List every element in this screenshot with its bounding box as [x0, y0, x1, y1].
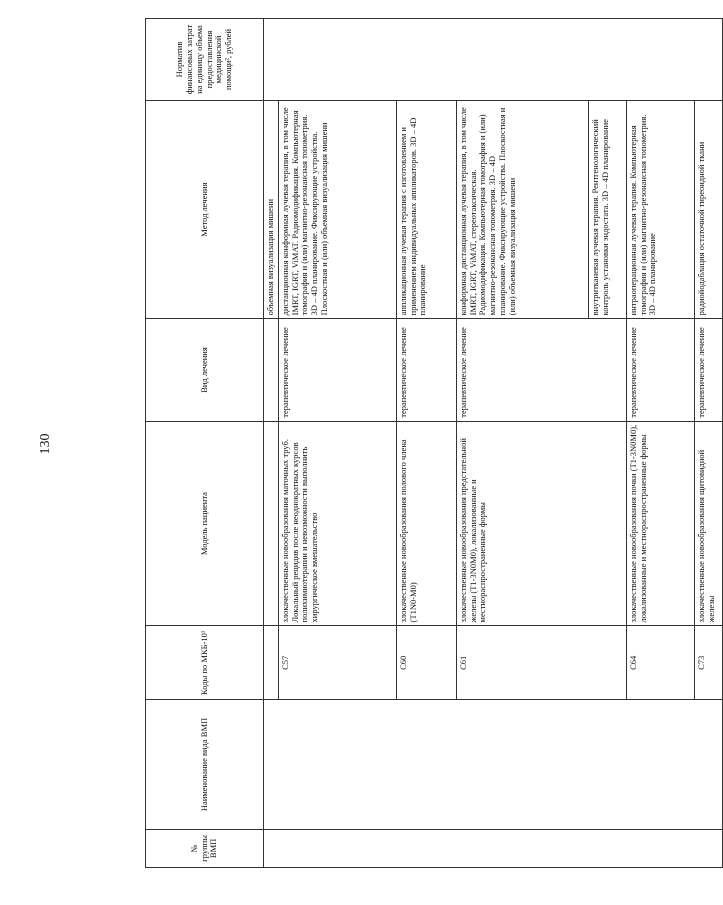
treatment-methods-table [145, 18, 723, 868]
cell-code: C61 [456, 626, 626, 700]
table-container [145, 18, 716, 868]
cell-model: злокачественные новообразования щитовидной железы [694, 421, 722, 626]
header-method: Метод лечения [146, 100, 264, 318]
cell-method: дистанционная конформная лучевая терапия, в том числе IMRT, IGRT, ViMAT. Радиомодификация. Компьютерная томография и (или) магнитно-резонансная топометрия. 3D – 4D планирование. Фиксирующие устройства. Плоскостная и (или) объемная визуализация мишени [278, 100, 396, 318]
header-name: Наименование вида ВМП [146, 700, 264, 830]
cell-code [264, 626, 279, 700]
cell-kind [264, 319, 279, 421]
cell-method: внутритканевая лучевая терапия. Рентгенологический контроль установки эндостата. 3D – 4D планирование [588, 100, 626, 318]
table-row [264, 19, 279, 868]
cell-method: конформная дистанционная лучевая терапия, в том числе IMRT, IGRT, ViMAT, стереотаксическая. Радиомодификация. Компьютерная томография и (или) магнитно-резонансная топометрия. 3D – 4D планирование. Фиксирующие устройства. Плоскостная и (или) объемная визуализация мишени [456, 100, 588, 318]
header-norm: Норматив финансовых затрат на единицу объема предоставления медицинской помощи², рублей [146, 19, 264, 101]
cell-name [264, 700, 723, 830]
cell-code: C64 [626, 626, 694, 700]
cell-kind: терапевтическое лечение [278, 319, 396, 421]
header-kind: Вид лечения [146, 319, 264, 421]
cell-model: злокачественные новообразования предстательной железы (T1-3N0M0), локализованные и местнораспространенные формы [456, 421, 626, 626]
cell-code: C57 [278, 626, 396, 700]
cell-method: интраоперационная лучевая терапия. Компьютерная томография и (или) магнитно-резонансная топометрия. 3D – 4D планирование [626, 100, 694, 318]
cell-code: C73 [694, 626, 722, 700]
cell-method: радиойодаблация остаточной тиреоидной ткани [694, 100, 722, 318]
header-model: Модель пациента [146, 421, 264, 626]
cell-group [264, 829, 723, 867]
cell-kind: терапевтическое лечение [456, 319, 626, 421]
cell-kind: терапевтическое лечение [626, 319, 694, 421]
table-header-row [146, 19, 264, 868]
cell-model: злокачественные новообразования полового члена (T1N0-M0) [396, 421, 456, 626]
page-number: 130 [38, 433, 53, 455]
cell-model [264, 421, 279, 626]
header-group: № группы ВМП [146, 829, 264, 867]
cell-method: аппликационная лучевая терапия с изготовлением и применением индивидуальных аппликаторов. 3D – 4D планирование [396, 100, 456, 318]
cell-norm [264, 19, 723, 101]
cell-kind: терапевтическое лечение [396, 319, 456, 421]
cell-method: объемная визуализация мишени [264, 100, 279, 318]
cell-model: злокачественные новообразования маточных труб. Локальный рецидив после неоднократных курсов полихимиотерапии и невозможности выполнить хирургическое вмешательство [278, 421, 396, 626]
cell-model: злокачественные новообразования почки (T1-3N0M0), локализованные и местнораспространенные формы [626, 421, 694, 626]
cell-kind: терапевтическое лечение [694, 319, 722, 421]
cell-code: C60 [396, 626, 456, 700]
header-codes: Коды по МКБ-10¹ [146, 626, 264, 700]
